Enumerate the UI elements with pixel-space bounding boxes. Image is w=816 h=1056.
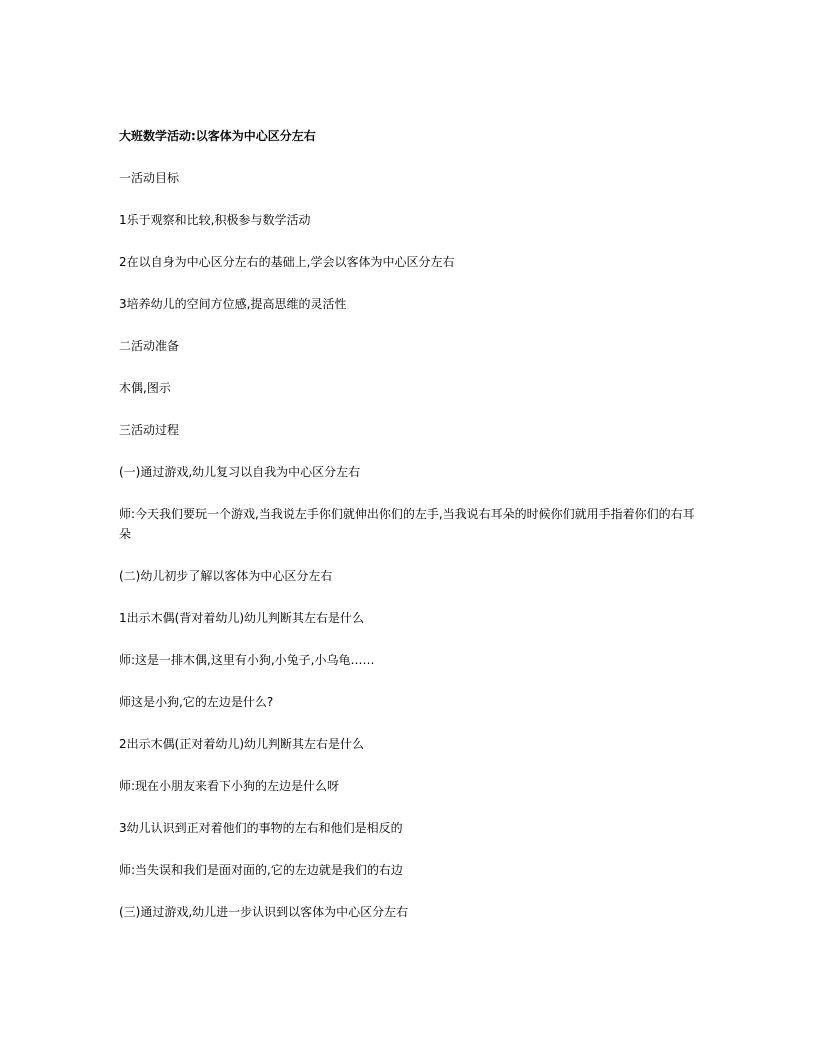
paragraph: 3培养幼儿的空间方位感,提高思维的灵活性	[119, 297, 347, 311]
document-title: 大班数学活动:以客体为中心区分左右	[119, 129, 316, 143]
paragraph: 1出示木偶(背对着幼儿)幼儿判断其左右是什么	[119, 611, 364, 625]
subsection-heading: (一)通过游戏,幼儿复习以自我为中心区分左右	[119, 465, 361, 479]
paragraph: 1乐于观察和比较,积极参与数学活动	[119, 213, 311, 227]
paragraph: 师:今天我们要玩一个游戏,当我说左手你们就伸出你们的左手,当我说右耳朵的时候你们就用手指着你们的右耳朵	[119, 507, 695, 541]
paragraph: 师这是小狗,它的左边是什么?	[119, 695, 274, 709]
paragraph: 师:现在小朋友来看下小狗的左边是什么呀	[119, 779, 340, 793]
subsection-heading: (三)通过游戏,幼儿进一步认识到以客体为中心区分左右	[119, 905, 409, 919]
section-heading-goals: 一活动目标	[119, 171, 180, 185]
paragraph: 3幼儿认识到正对着他们的事物的左右和他们是相反的	[119, 821, 403, 835]
paragraph: 2在以自身为中心区分左右的基础上,学会以客体为中心区分左右	[119, 255, 455, 269]
section-heading-preparation: 二活动准备	[119, 339, 180, 353]
paragraph: 木偶,图示	[119, 381, 171, 395]
paragraph: 师:这是一排木偶,这里有小狗,小兔子,小乌龟……	[119, 653, 375, 667]
document-body	[119, 126, 699, 944]
subsection-heading: (二)幼儿初步了解以客体为中心区分左右	[119, 569, 333, 583]
paragraph: 师:当失误和我们是面对面的,它的左边就是我们的右边	[119, 863, 403, 877]
section-heading-process: 三活动过程	[119, 423, 180, 437]
paragraph: 2出示木偶(正对着幼儿)幼儿判断其左右是什么	[119, 737, 364, 751]
